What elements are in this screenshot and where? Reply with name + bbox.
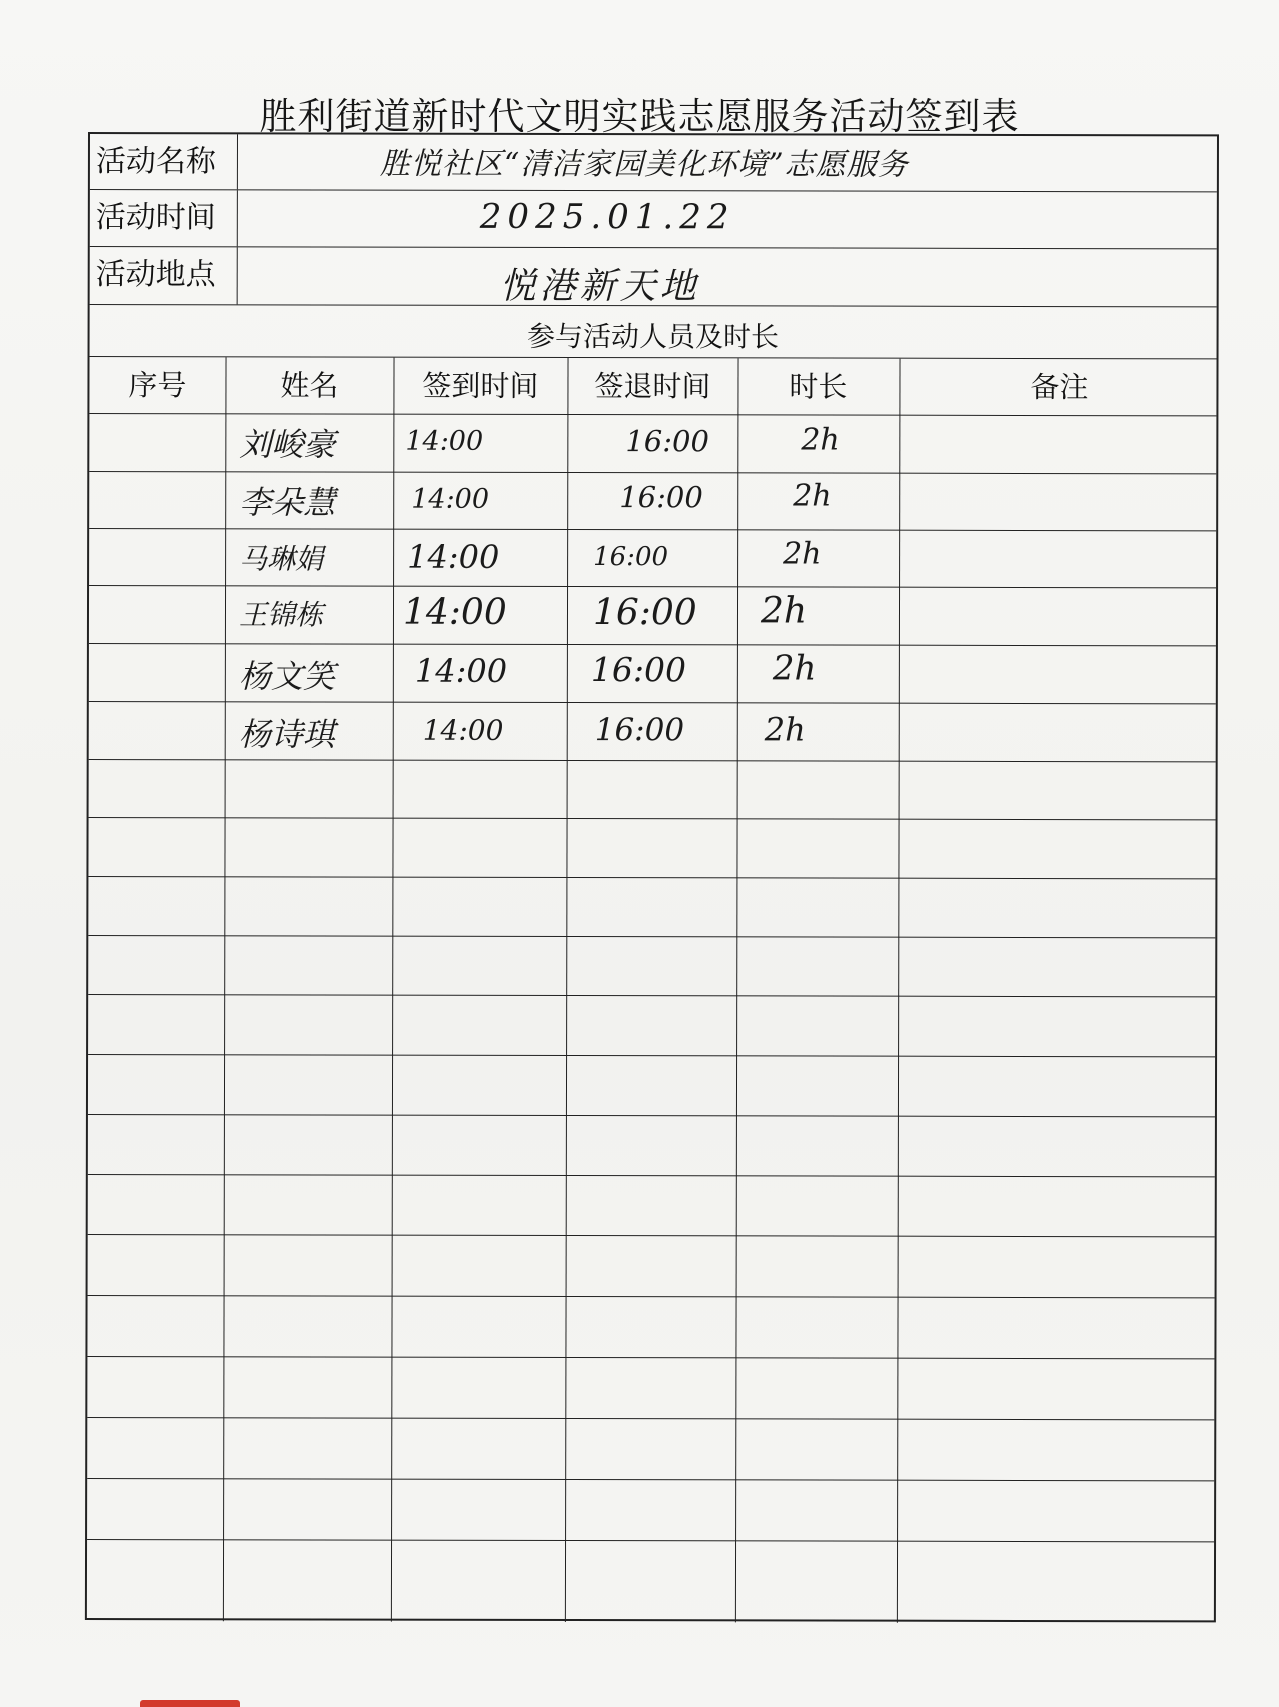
row-divider xyxy=(87,1478,1214,1481)
duration: 2h xyxy=(760,590,808,632)
sign-in-time: 14:00 xyxy=(402,591,507,633)
sign-out-time: 16:00 xyxy=(619,480,703,515)
activity-place-label: 活动地点 xyxy=(90,247,238,304)
row-divider xyxy=(87,1539,1214,1542)
row-divider xyxy=(88,1295,1215,1298)
sign-in-time: 14:00 xyxy=(407,537,500,576)
participants-heading: 参与活动人员及时长 xyxy=(527,319,780,354)
participant-name: 刘峻豪 xyxy=(239,425,336,464)
participant-name: 马琳娟 xyxy=(239,542,324,576)
row-divider xyxy=(89,817,1216,820)
row-divider xyxy=(88,994,1215,997)
row-divider xyxy=(87,1356,1214,1359)
sign-out-time: 16:00 xyxy=(593,542,669,573)
row-divider xyxy=(89,643,1216,646)
duration: 2h xyxy=(783,536,822,572)
header-seq: 序号 xyxy=(128,368,187,403)
header-duration: 时长 xyxy=(789,369,848,404)
sign-out-time: 16:00 xyxy=(625,424,709,459)
column-divider xyxy=(223,357,227,1621)
row-divider xyxy=(89,471,1216,474)
row-divider xyxy=(88,1114,1215,1117)
duration: 2h xyxy=(801,422,840,458)
activity-place-row xyxy=(90,247,1217,307)
row-divider xyxy=(88,876,1215,879)
header-sign-out: 签退时间 xyxy=(594,369,711,404)
activity-place-value: 悦港新天地 xyxy=(499,265,700,308)
red-stamp-edge xyxy=(140,1700,240,1707)
row-divider xyxy=(89,585,1216,588)
participant-name: 杨诗琪 xyxy=(238,715,335,754)
sign-out-time: 16:00 xyxy=(590,650,687,690)
activity-name-label: 活动名称 xyxy=(90,134,238,189)
column-divider xyxy=(897,359,901,1623)
column-divider xyxy=(565,358,569,1622)
row-divider xyxy=(89,528,1216,531)
row-divider xyxy=(88,935,1215,938)
row-divider xyxy=(88,1174,1215,1177)
duration: 2h xyxy=(793,478,832,514)
duration: 2h xyxy=(764,710,806,749)
row-divider xyxy=(88,1234,1215,1237)
duration: 2h xyxy=(772,648,817,689)
participant-name: 王锦栋 xyxy=(238,598,324,632)
participant-name: 杨文笑 xyxy=(238,657,335,696)
column-divider xyxy=(735,358,739,1622)
activity-name-value: 胜悦社区“清洁家园美化环境”志愿服务 xyxy=(379,146,909,183)
sign-in-time: 14:00 xyxy=(405,425,484,457)
header-sign-in: 签到时间 xyxy=(422,368,539,403)
sign-in-time: 14:00 xyxy=(422,713,504,747)
sign-out-time: 16:00 xyxy=(592,592,697,634)
participant-name: 李朵慧 xyxy=(239,483,336,522)
header-name: 姓名 xyxy=(280,368,339,403)
row-divider xyxy=(89,701,1216,704)
row-divider xyxy=(87,1417,1214,1420)
activity-time-label: 活动时间 xyxy=(90,190,238,246)
sign-in-form xyxy=(85,132,1219,1622)
participants-table xyxy=(87,356,1217,1622)
header-remarks: 备注 xyxy=(1030,369,1089,405)
row-divider xyxy=(88,1054,1215,1057)
page-title: 胜利街道新时代文明实践志愿服务活动签到表 xyxy=(259,95,1020,138)
column-divider xyxy=(391,358,395,1622)
sign-in-time: 14:00 xyxy=(414,651,508,690)
sign-in-time: 14:00 xyxy=(411,483,490,515)
activity-time-value: 2025.01.22 xyxy=(479,196,735,238)
activity-name-row xyxy=(90,134,1217,192)
sign-out-time: 16:00 xyxy=(594,712,685,749)
row-divider xyxy=(89,759,1216,762)
activity-time-row xyxy=(90,190,1217,249)
